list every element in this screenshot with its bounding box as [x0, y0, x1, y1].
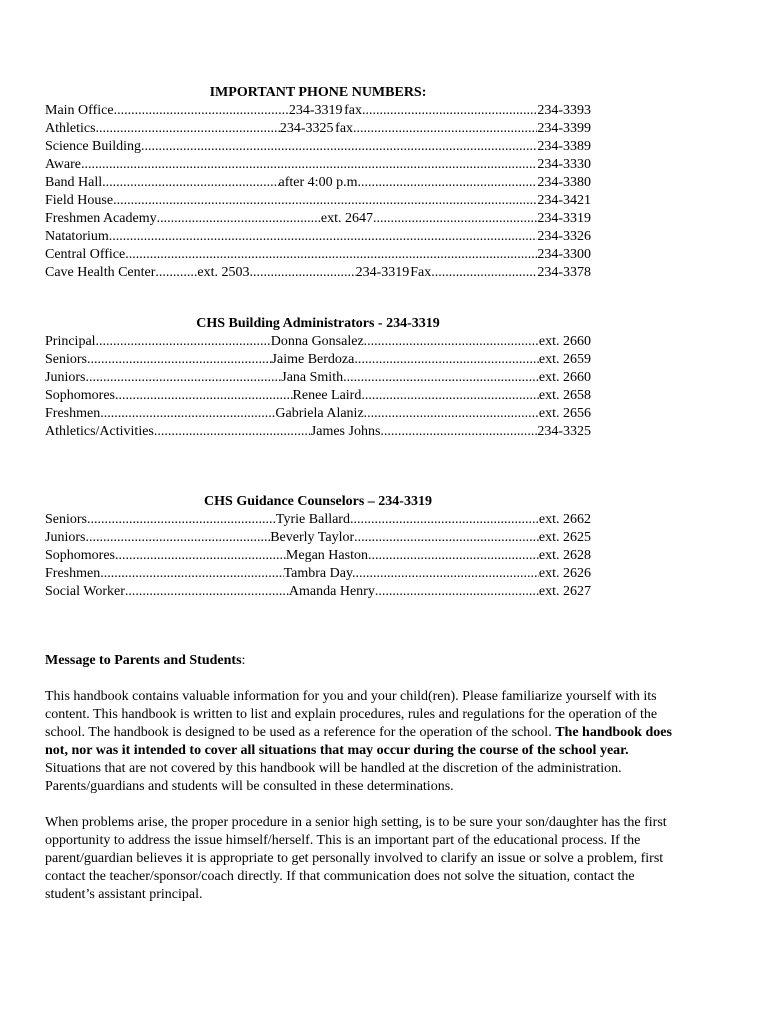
paragraph-text: Situations that are not covered by this handbook will be handled at the discretion of the administration. Parents/guardians and students will be consulted in these determinations. [45, 761, 622, 794]
counselor-row [45, 511, 591, 529]
phone-row-central-office [45, 246, 591, 264]
administrators-list [45, 333, 591, 441]
message-paragraph-2: When problems arise, the proper procedure in a senior high setting, is to be sure your son/daughter has the first opportunity to address the issue himself/herself. This is an important part of the educational process. If the parent/guardian believes it is appropriate to get personally involved to clarify an issue or solve a problem, first contact the teacher/sponsor/coach directly. If that communication does not solve the situation, contact the student’s assistant principal. [45, 815, 667, 902]
phone-label: Freshmen Academy [45, 211, 157, 226]
phone-number: 234-3325 [279, 121, 334, 136]
role-label: Principal [45, 334, 96, 349]
phone-number: 234-3319 [355, 265, 410, 280]
role-label: Juniors [45, 370, 86, 385]
staff-extension: ext. 2626 [538, 566, 591, 581]
message-heading [45, 652, 591, 670]
phone-row-main-office [45, 102, 591, 120]
paragraph-text: This handbook contains valuable information for you and your child(ren). Please familiarize yourself with its content. This handbook is written to list and explain procedures, rules and regulations for the operation of the school. The handbook is designed to be used as a reference for the operation of the school. [45, 689, 658, 740]
staff-extension: ext. 2660 [538, 370, 591, 385]
admin-row [45, 351, 591, 369]
phone-label: Athletics [45, 121, 96, 136]
staff-name: Gabriela Alaniz [275, 406, 364, 421]
phone-row-band-hall [45, 174, 591, 192]
counselors-heading: CHS Guidance Counselors – 234-3319 [204, 494, 432, 509]
phone-extension: ext. 2647 [320, 211, 374, 226]
staff-name: Jaime Berdoza [271, 352, 355, 367]
role-label: Seniors [45, 352, 87, 367]
phone-extension: ext. 2503 [197, 265, 250, 280]
admin-row [45, 423, 591, 441]
administrators-heading: CHS Building Administrators - 234-3319 [196, 316, 440, 331]
staff-extension: ext. 2656 [538, 406, 591, 421]
message-paragraph-1 [45, 688, 675, 796]
staff-name: Tyrie Ballard [275, 512, 350, 527]
phone-number: 234-3380 [537, 175, 591, 190]
staff-name: James Johns [310, 424, 381, 439]
counselor-row [45, 565, 591, 583]
admin-row [45, 405, 591, 423]
phone-number: 234-3389 [537, 139, 591, 154]
phone-number: 234-3319 [537, 211, 591, 226]
counselor-row [45, 583, 591, 601]
staff-extension: ext. 2659 [538, 352, 591, 367]
phone-row-freshmen-academy [45, 210, 591, 228]
phone-row-athletics [45, 120, 591, 138]
phone-label: Main Office [45, 103, 114, 118]
phone-number: 234-3300 [537, 247, 591, 262]
phone-row-natatorium [45, 228, 591, 246]
staff-extension: ext. 2660 [538, 334, 591, 349]
phone-number: 234-3330 [537, 157, 591, 172]
staff-name: Donna Gonsalez [270, 334, 364, 349]
phone-label: Band Hall [45, 175, 103, 190]
fax-label: Fax [410, 265, 432, 280]
fax-label: fax [335, 121, 354, 136]
role-label: Seniors [45, 512, 87, 527]
role-label: Sophomores [45, 388, 115, 403]
phone-number: 234-3319 [288, 103, 343, 118]
role-label: Freshmen [45, 406, 101, 421]
counselor-row [45, 547, 591, 565]
message-title: Message to Parents and Students [45, 653, 242, 668]
phone-note: after 4:00 p.m. [278, 175, 361, 190]
staff-extension: ext. 2662 [538, 512, 591, 527]
phone-label: Central Office [45, 247, 126, 262]
role-label: Athletics/Activities [45, 424, 154, 439]
role-label: Freshmen [45, 566, 101, 581]
staff-extension: 234-3325 [537, 424, 591, 439]
staff-name: Megan Haston [285, 548, 368, 563]
phone-label: Science Building [45, 139, 142, 154]
staff-extension: ext. 2658 [538, 388, 591, 403]
phone-number: 234-3326 [537, 229, 591, 244]
phone-label: Cave Health Center [45, 265, 156, 280]
phone-row-aware [45, 156, 591, 174]
staff-name: Amanda Henry [288, 584, 375, 599]
phone-row-field-house [45, 192, 591, 210]
role-label: Sophomores [45, 548, 115, 563]
fax-label: fax [344, 103, 362, 118]
admin-row [45, 369, 591, 387]
staff-extension: ext. 2627 [538, 584, 591, 599]
admin-row [45, 387, 591, 405]
counselors-list [45, 511, 591, 601]
phone-row-cave-health [45, 264, 591, 282]
staff-name: Jana Smith [281, 370, 344, 385]
staff-extension: ext. 2625 [538, 530, 591, 545]
role-label: Social Worker [45, 584, 125, 599]
phone-label: Aware [45, 157, 82, 172]
admin-row [45, 333, 591, 351]
staff-name: Beverly Taylor [270, 530, 355, 545]
handbook-page [45, 84, 672, 904]
role-label: Juniors [45, 530, 86, 545]
phone-label: Natatorium [45, 229, 109, 244]
phone-row-science [45, 138, 591, 156]
phone-number: 234-3421 [537, 193, 591, 208]
phone-numbers-heading: IMPORTANT PHONE NUMBERS: [209, 85, 427, 100]
fax-number: 234-3378 [537, 265, 591, 280]
fax-number: 234-3399 [537, 121, 591, 136]
paragraph-bold-text: The handbook does not, nor was it intended to cover all situations that may occur during the course of the school year. [45, 725, 672, 758]
staff-name: Renee Laird [292, 388, 362, 403]
counselor-row [45, 529, 591, 547]
phone-label: Field House [45, 193, 114, 208]
fax-number: 234-3393 [537, 103, 591, 118]
staff-name: Tambra Day. [283, 566, 356, 581]
message-title-colon: : [241, 653, 246, 668]
staff-extension: ext. 2628 [538, 548, 591, 563]
